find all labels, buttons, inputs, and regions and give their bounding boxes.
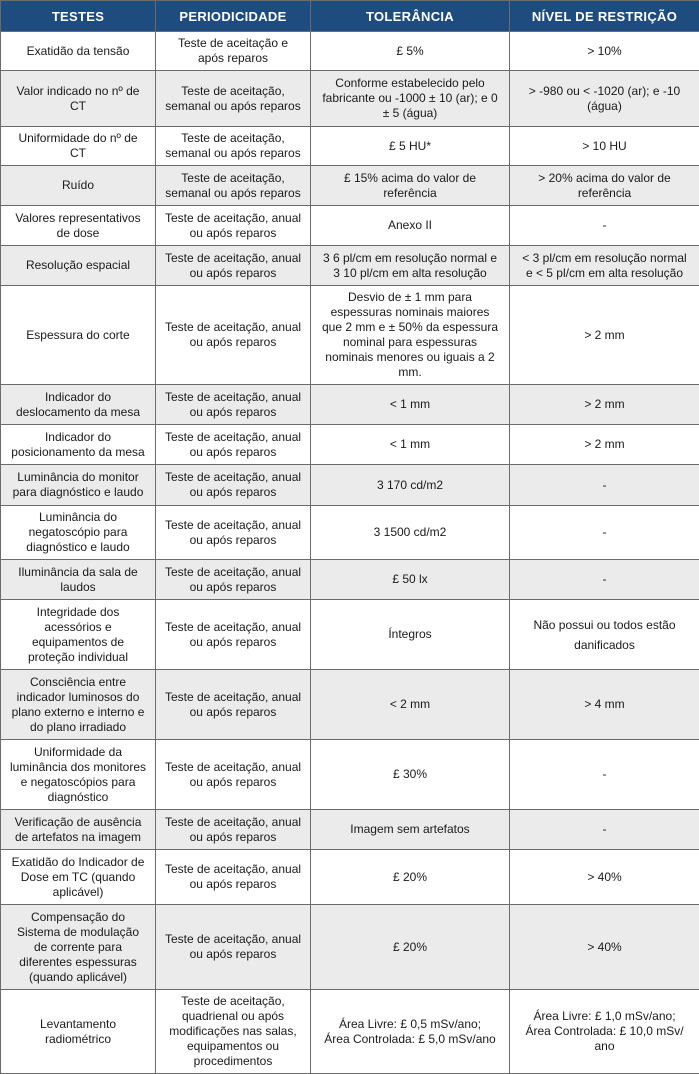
cell-periodicidade: Teste de aceitação, anual ou após reparos (156, 670, 311, 740)
cell-periodicidade: Teste de aceitação, anual ou após reparos (156, 385, 311, 425)
header-nivel-restricao: NÍVEL DE RESTRIÇÃO (510, 1, 699, 32)
cell-periodicidade: Teste de aceitação, anual ou após reparos (156, 425, 311, 465)
cell-restricao: - (510, 560, 699, 600)
cell-periodicidade: Teste de aceitação, anual ou após reparos (156, 465, 311, 506)
table-row (1, 905, 699, 990)
cell-tolerancia: £ 5% (311, 32, 510, 71)
cell-restricao: > 20% acima do valor de referência (510, 166, 699, 206)
cell-restricao: - (510, 465, 699, 506)
cell-teste: Valores representativos de dose (1, 206, 156, 246)
table-row (1, 166, 699, 206)
table-row (1, 850, 699, 905)
cell-restricao: < 3 pl/cm em resolução normal e < 5 pl/cm em alta resolução (510, 246, 699, 286)
cell-periodicidade: Teste de aceitação, anual ou após reparos (156, 246, 311, 286)
cell-tolerancia: £ 30% (311, 740, 510, 810)
cell-periodicidade: Teste de aceitação, semanal ou após reparos (156, 71, 311, 127)
cell-restricao: Área Livre: £ 1,0 mSv/ano; Área Controlada: £ 10,0 mSv/ ano (510, 990, 699, 1074)
cell-teste: Integridade dos acessórios e equipamentos de proteção individual (1, 600, 156, 670)
cell-periodicidade: Teste de aceitação, anual ou após reparos (156, 850, 311, 905)
cell-teste: Luminância do negatoscópio para diagnóstico e laudo (1, 506, 156, 560)
cell-tolerancia: < 2 mm (311, 670, 510, 740)
cell-tolerancia: Anexo II (311, 206, 510, 246)
table-row (1, 206, 699, 246)
table-row (1, 560, 699, 600)
cell-restricao: > 10 HU (510, 127, 699, 166)
cell-tolerancia: £ 50 lx (311, 560, 510, 600)
cell-restricao: > 2 mm (510, 286, 699, 385)
cell-teste: Levantamento radiométrico (1, 990, 156, 1074)
cell-restricao: - (510, 206, 699, 246)
cell-tolerancia: < 1 mm (311, 385, 510, 425)
cell-teste: Indicador do deslocamento da mesa (1, 385, 156, 425)
cell-restricao: - (510, 810, 699, 850)
cell-restricao: > 40% (510, 850, 699, 905)
cell-restricao: > 40% (510, 905, 699, 990)
cell-teste: Valor indicado no nº de CT (1, 71, 156, 127)
cell-restricao: > 2 mm (510, 385, 699, 425)
cell-restricao: > -980 ou < -1020 (ar); e -10 (água) (510, 71, 699, 127)
cell-teste: Iluminância da sala de laudos (1, 560, 156, 600)
cell-tolerancia: Imagem sem artefatos (311, 810, 510, 850)
table-row (1, 127, 699, 166)
table-row (1, 810, 699, 850)
cell-periodicidade: Teste de aceitação e após reparos (156, 32, 311, 71)
cell-teste: Uniformidade da luminância dos monitores e negatoscópios para diagnóstico (1, 740, 156, 810)
header-periodicidade: PERIODICIDADE (156, 1, 311, 32)
cell-teste: Luminância do monitor para diagnóstico e laudo (1, 465, 156, 506)
cell-tolerancia: 3 1500 cd/m2 (311, 506, 510, 560)
table-row (1, 286, 699, 385)
cell-periodicidade: Teste de aceitação, anual ou após reparos (156, 506, 311, 560)
cell-restricao: > 4 mm (510, 670, 699, 740)
cell-tolerancia: 3 170 cd/m2 (311, 465, 510, 506)
cell-periodicidade: Teste de aceitação, anual ou após reparos (156, 740, 311, 810)
cell-periodicidade: Teste de aceitação, anual ou após reparos (156, 600, 311, 670)
header-tolerancia: TOLERÂNCIA (311, 1, 510, 32)
header-testes: TESTES (1, 1, 156, 32)
cell-periodicidade: Teste de aceitação, anual ou após reparos (156, 810, 311, 850)
cell-tolerancia: £ 20% (311, 850, 510, 905)
cell-tolerancia: Área Livre: £ 0,5 mSv/ano; Área Controlada: £ 5,0 mSv/ano (311, 990, 510, 1074)
table-row (1, 425, 699, 465)
cell-teste: Uniformidade do nº de CT (1, 127, 156, 166)
cell-teste: Resolução espacial (1, 246, 156, 286)
cell-tolerancia: £ 15% acima do valor de referência (311, 166, 510, 206)
cell-teste: Compensação do Sistema de modulação de corrente para diferentes espessuras (quando aplicável) (1, 905, 156, 990)
table-row (1, 32, 699, 71)
cell-tolerancia: £ 5 HU* (311, 127, 510, 166)
cell-restricao: Não possui ou todos estão danificados (510, 600, 699, 670)
cell-periodicidade: Teste de aceitação, anual ou após reparos (156, 206, 311, 246)
cell-tolerancia: < 1 mm (311, 425, 510, 465)
cell-tolerancia: £ 20% (311, 905, 510, 990)
cell-periodicidade: Teste de aceitação, anual ou após reparos (156, 286, 311, 385)
cell-restricao: - (510, 506, 699, 560)
cell-teste: Ruído (1, 166, 156, 206)
cell-teste: Consciência entre indicador luminosos do plano externo e interno e do plano irradiado (1, 670, 156, 740)
cell-restricao: - (510, 740, 699, 810)
table-row (1, 600, 699, 670)
cell-tolerancia: Conforme estabelecido pelo fabricante ou -1000 ± 10 (ar); e 0 ± 5 (água) (311, 71, 510, 127)
cell-periodicidade: Teste de aceitação, quadrienal ou após modificações nas salas, equipamentos ou procedimentos (156, 990, 311, 1074)
table-row (1, 385, 699, 425)
cell-teste: Verificação de ausência de artefatos na imagem (1, 810, 156, 850)
table-row (1, 990, 699, 1074)
cell-tolerancia: 3 6 pl/cm em resolução normal e 3 10 pl/cm em alta resolução (311, 246, 510, 286)
cell-periodicidade: Teste de aceitação, semanal ou após reparos (156, 166, 311, 206)
cell-teste: Exatidão da tensão (1, 32, 156, 71)
cell-periodicidade: Teste de aceitação, anual ou após reparos (156, 905, 311, 990)
table-row (1, 465, 699, 506)
table-row (1, 506, 699, 560)
cell-periodicidade: Teste de aceitação, semanal ou após reparos (156, 127, 311, 166)
cell-restricao: > 2 mm (510, 425, 699, 465)
cell-teste: Espessura do corte (1, 286, 156, 385)
cell-periodicidade: Teste de aceitação, anual ou após reparos (156, 560, 311, 600)
table-row (1, 246, 699, 286)
table-row (1, 670, 699, 740)
cell-tolerancia: Desvio de ± 1 mm para espessuras nominais maiores que 2 mm e ± 50% da espessura nominal para espessuras nominais menores ou iguais a 2 mm. (311, 286, 510, 385)
cell-teste: Exatidão do Indicador de Dose em TC (quando aplicável) (1, 850, 156, 905)
table-row (1, 71, 699, 127)
cell-restricao: > 10% (510, 32, 699, 71)
cell-tolerancia: Íntegros (311, 600, 510, 670)
table-row (1, 740, 699, 810)
header-row (1, 1, 699, 32)
cell-teste: Indicador do posicionamento da mesa (1, 425, 156, 465)
